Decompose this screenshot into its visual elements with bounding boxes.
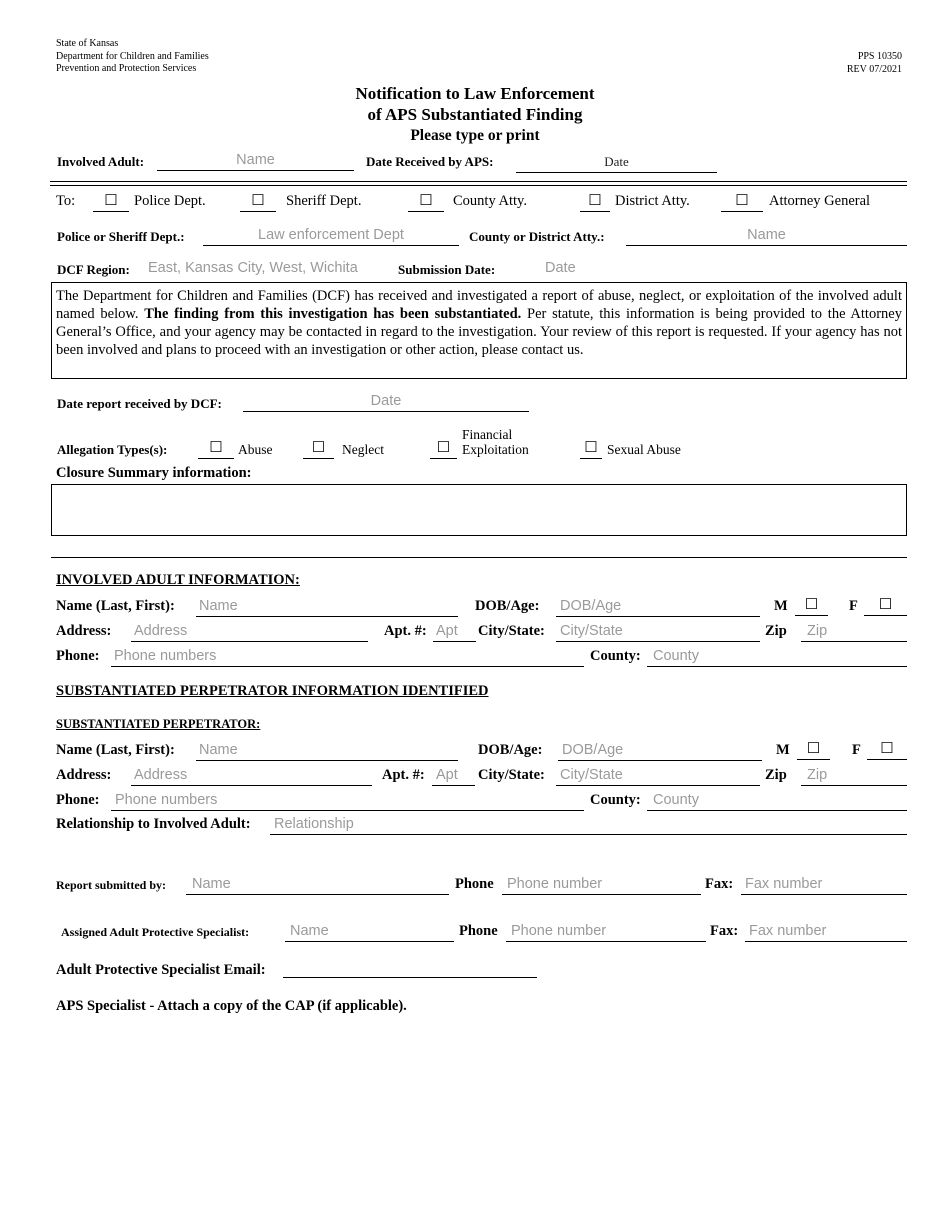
form-revision: REV 07/2021 — [846, 63, 902, 75]
p-apt-label: Apt. #: — [382, 767, 425, 783]
specialist-fax-label: Fax: — [710, 923, 739, 939]
ia-apt-field[interactable]: Apt — [433, 622, 476, 642]
county-atty-checkbox[interactable]: ☐ — [408, 192, 444, 212]
divider-top-second — [50, 185, 907, 186]
ia-dob-field[interactable]: DOB/Age — [556, 597, 760, 617]
police-dept-option: Police Dept. — [134, 193, 206, 209]
ia-female-checkbox[interactable]: ☐ — [864, 596, 907, 616]
p-zip-label: Zip — [765, 767, 787, 783]
p-county-field[interactable]: County — [647, 791, 907, 811]
agency-header — [56, 38, 209, 76]
form-title-line1: Notification to Law Enforcement — [355, 84, 595, 103]
district-atty-checkbox[interactable]: ☐ — [580, 192, 610, 212]
notice-text-part2: Per statute, this information is being provided to the Attorney General’s Office, and your agency may be contacted in regard to the investigation. Your review of this report is requested. If your agency has not been involved and plans to proceed with an investigation or other action, please contact us. — [56, 306, 902, 358]
ia-female-label: F — [849, 598, 858, 614]
ia-name-field[interactable]: Name — [196, 597, 458, 617]
attorney-general-option: Attorney General — [769, 193, 871, 209]
dcf-region-label: DCF Region: — [57, 262, 130, 277]
specialist-name-field[interactable]: Name — [285, 922, 454, 942]
submitter-fax-field[interactable]: Fax number — [741, 875, 907, 895]
p-phone-field[interactable]: Phone numbers — [111, 791, 584, 811]
p-county-label: County: — [590, 792, 641, 808]
ia-address-label: Address: — [56, 623, 112, 639]
notice-paragraph — [51, 282, 907, 379]
form-instruction: Please type or print — [410, 127, 540, 144]
sexual-abuse-checkbox[interactable]: ☐ — [580, 439, 602, 459]
specialist-fax-field[interactable]: Fax number — [745, 922, 907, 942]
ia-phone-label: Phone: — [56, 648, 100, 664]
date-report-label: Date report received by DCF: — [57, 396, 222, 411]
notice-text-part1: The Department for Children and Families (DCF) has received and investigated a report of abuse, neglect, or exploitation of the involved adult named below. — [56, 288, 902, 322]
p-name-field[interactable]: Name — [196, 741, 458, 761]
ia-dob-label: DOB/Age: — [475, 598, 540, 614]
allegation-types-label: Allegation Types(s): — [57, 442, 168, 457]
agency-division: Prevention and Protection Services — [56, 63, 197, 74]
specialist-label: Assigned Adult Protective Specialist: — [61, 925, 250, 939]
p-relationship-label: Relationship to Involved Adult: — [56, 816, 251, 832]
sexual-abuse-option: Sexual Abuse — [607, 442, 681, 457]
county-atty-option: County Atty. — [453, 193, 527, 209]
p-dob-field[interactable]: DOB/Age — [558, 741, 762, 761]
p-address-label: Address: — [56, 767, 112, 783]
p-city-field[interactable]: City/State — [556, 766, 760, 786]
section-divider — [51, 557, 907, 558]
involved-adult-label: Involved Adult: — [57, 154, 145, 169]
p-apt-field[interactable]: Apt — [432, 766, 475, 786]
footer-note: APS Specialist - Attach a copy of the CAP (if applicable). — [56, 998, 407, 1014]
ia-zip-label: Zip — [765, 623, 787, 639]
submitter-phone-field[interactable]: Phone number — [502, 875, 701, 895]
exploitation-option: Exploitation — [462, 442, 529, 457]
financial-exploitation-checkbox[interactable]: ☐ — [430, 439, 457, 459]
specialist-email-label: Adult Protective Specialist Email: — [56, 962, 266, 978]
ia-address-field[interactable]: Address — [131, 622, 368, 642]
ia-county-field[interactable]: County — [647, 647, 907, 667]
district-atty-option: District Atty. — [615, 193, 690, 209]
submission-date-label: Submission Date: — [398, 262, 496, 277]
submitted-by-field[interactable]: Name — [186, 875, 449, 895]
ia-zip-field[interactable]: Zip — [801, 622, 907, 642]
form-id — [847, 51, 902, 76]
dcf-region-field[interactable]: East, Kansas City, West, Wichita — [148, 260, 358, 276]
closure-summary-textbox[interactable] — [51, 484, 907, 536]
ia-apt-label: Apt. #: — [384, 623, 427, 639]
specialist-phone-field[interactable]: Phone number — [506, 922, 706, 942]
agency-state: State of Kansas — [56, 38, 119, 49]
p-name-label: Name (Last, First): — [56, 742, 175, 758]
notice-finding: The finding from this investigation has been substantiated. — [144, 306, 522, 322]
p-address-field[interactable]: Address — [131, 766, 372, 786]
perpetrator-section-heading: SUBSTANTIATED PERPETRATOR INFORMATION IDENTIFIED — [56, 683, 489, 699]
submitter-fax-label: Fax: — [705, 876, 734, 892]
date-report-field[interactable]: Date — [243, 392, 529, 412]
p-male-checkbox[interactable]: ☐ — [797, 740, 830, 760]
divider-top — [50, 181, 907, 182]
sheriff-dept-option: Sheriff Dept. — [286, 193, 362, 209]
neglect-option: Neglect — [342, 442, 384, 457]
p-city-label: City/State: — [478, 767, 545, 783]
ia-male-checkbox[interactable]: ☐ — [795, 596, 828, 616]
specialist-phone-label: Phone — [459, 923, 498, 939]
abuse-option: Abuse — [238, 442, 273, 457]
ia-name-label: Name (Last, First): — [56, 598, 175, 614]
agency-department: Department for Children and Families — [56, 50, 209, 62]
financial-option: Financial — [462, 427, 513, 442]
ia-male-label: M — [774, 598, 788, 614]
ia-city-label: City/State: — [478, 623, 545, 639]
submission-date-field[interactable]: Date — [545, 260, 576, 276]
ia-phone-field[interactable]: Phone numbers — [111, 647, 584, 667]
date-received-field[interactable]: Date — [516, 153, 717, 173]
perpetrator-subheading: SUBSTANTIATED PERPETRATOR: — [56, 717, 261, 731]
submitter-phone-label: Phone — [455, 876, 494, 892]
p-female-checkbox[interactable]: ☐ — [867, 740, 907, 760]
involved-adult-heading: INVOLVED ADULT INFORMATION: — [56, 572, 300, 588]
attorney-general-checkbox[interactable]: ☐ — [721, 192, 763, 212]
ia-county-label: County: — [590, 648, 641, 664]
ia-city-field[interactable]: City/State — [556, 622, 760, 642]
police-sheriff-label: Police or Sheriff Dept.: — [57, 229, 185, 244]
date-received-label: Date Received by APS: — [366, 154, 494, 169]
police-dept-checkbox[interactable]: ☐ — [93, 192, 129, 212]
neglect-checkbox[interactable]: ☐ — [303, 439, 334, 459]
p-male-label: M — [776, 742, 790, 758]
p-dob-label: DOB/Age: — [478, 742, 543, 758]
submitted-by-label: Report submitted by: — [56, 878, 166, 892]
form-title-line2: of APS Substantiated Finding — [367, 105, 583, 124]
sheriff-dept-checkbox[interactable]: ☐ — [240, 192, 276, 212]
specialist-email-field[interactable] — [283, 958, 537, 978]
p-female-label: F — [852, 742, 861, 758]
p-zip-field[interactable]: Zip — [801, 766, 907, 786]
to-label: To: — [56, 193, 76, 209]
county-district-label: County or District Atty.: — [469, 229, 605, 244]
involved-adult-name-field[interactable]: Name — [157, 151, 354, 171]
abuse-checkbox[interactable]: ☐ — [198, 439, 234, 459]
p-phone-label: Phone: — [56, 792, 100, 808]
police-sheriff-field[interactable]: Law enforcement Dept — [203, 226, 459, 246]
p-relationship-field[interactable]: Relationship — [270, 815, 907, 835]
county-district-field[interactable]: Name — [626, 226, 907, 246]
closure-summary-label: Closure Summary information: — [56, 465, 252, 481]
form-number: PPS 10350 — [857, 51, 902, 62]
